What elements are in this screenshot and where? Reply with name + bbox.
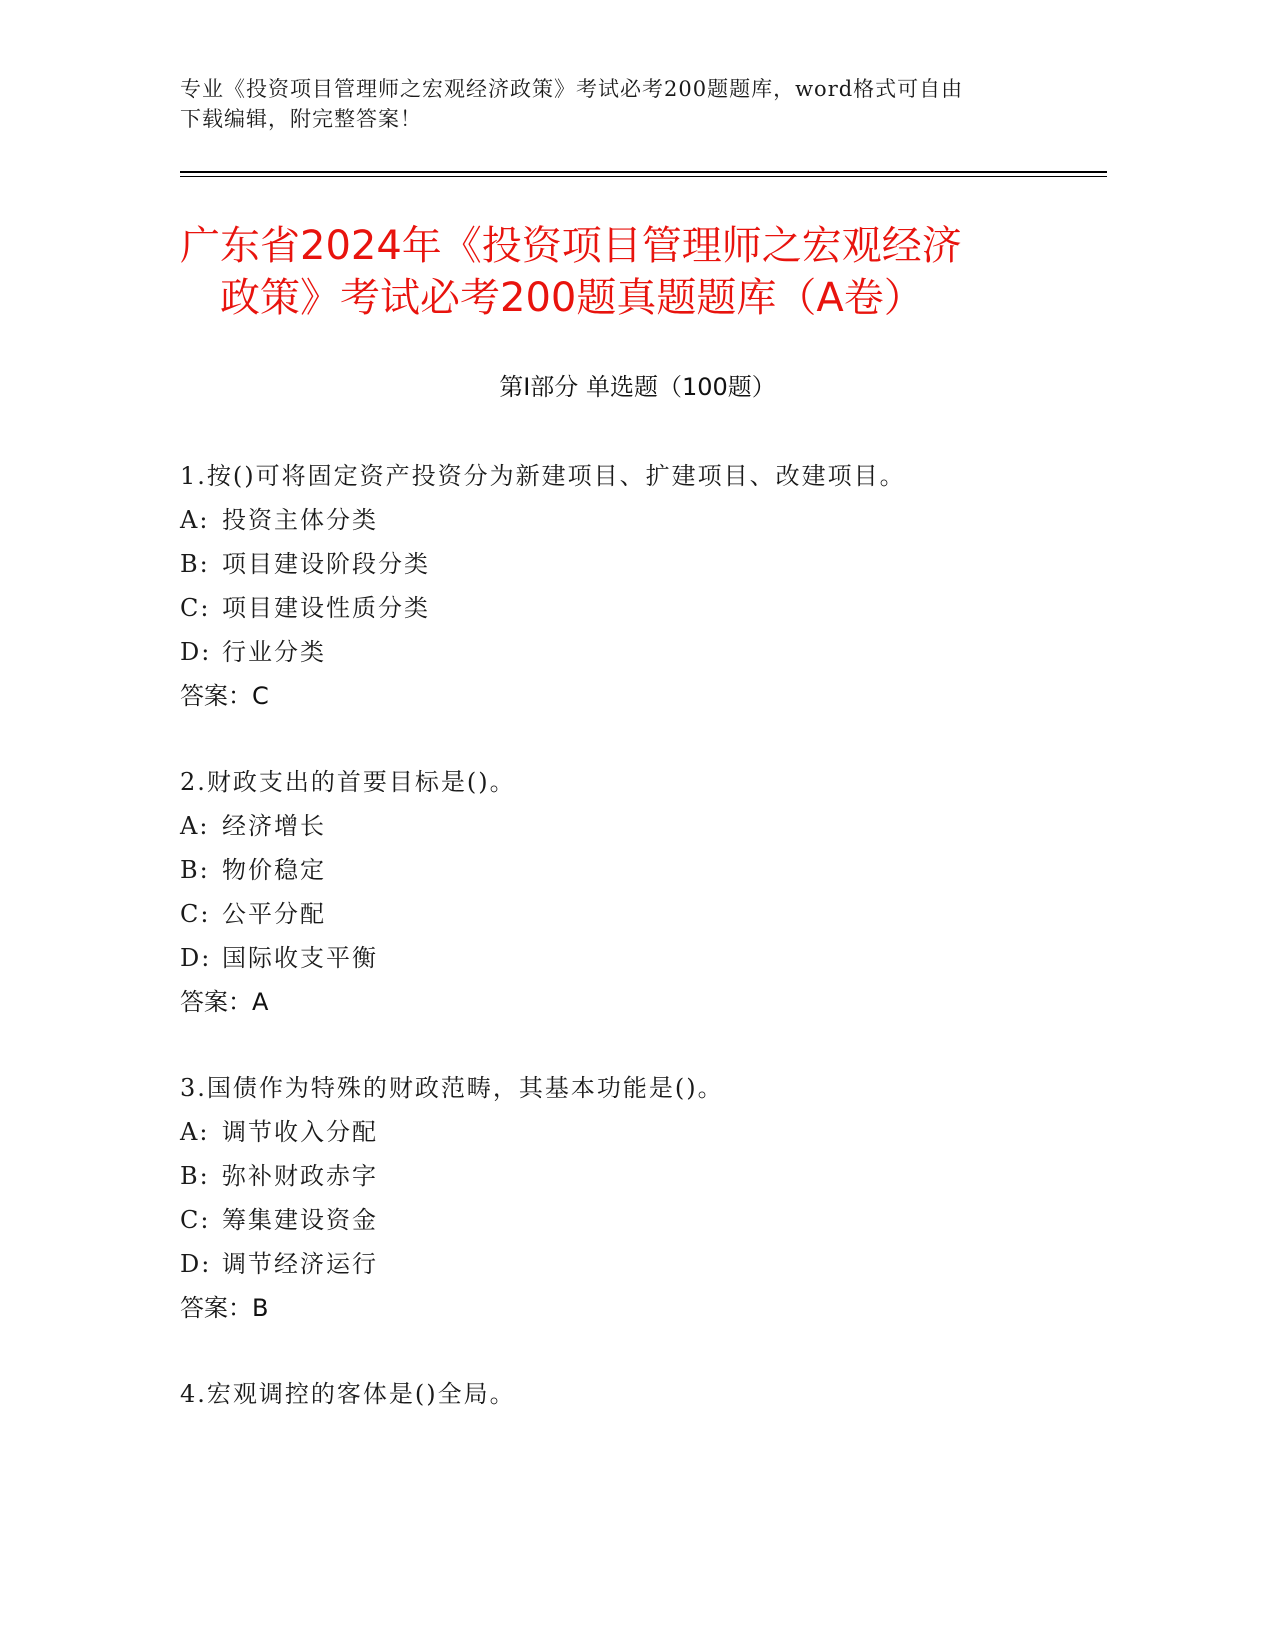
option-key: D:: [180, 638, 212, 666]
answer-line: 答案：B: [180, 1294, 269, 1322]
option-key: B:: [180, 1162, 210, 1190]
header-note-line-1: 专业《投资项目管理师之宏观经济政策》考试必考200题题库，word格式可自由: [180, 77, 964, 101]
question-4: [180, 1372, 1080, 1416]
option-text: 国际收支平衡: [222, 944, 378, 972]
option-key: C:: [180, 1206, 211, 1234]
question-stem: 1.按()可将固定资产投资分为新建项目、扩建项目、改建项目。: [180, 462, 906, 490]
option-b: [180, 848, 1080, 892]
option-text: 公平分配: [222, 900, 326, 928]
header-note-line-2: 下载编辑，附完整答案！: [180, 107, 422, 131]
option-a: [180, 804, 1080, 848]
option-key: D:: [180, 944, 212, 972]
question-3: [180, 1066, 1080, 1330]
option-d: [180, 936, 1080, 980]
answer-line: 答案：A: [180, 988, 269, 1016]
option-text: 物价稳定: [222, 856, 326, 884]
option-key: C:: [180, 594, 211, 622]
header-rule-thin: [180, 176, 1107, 177]
option-text: 投资主体分类: [222, 506, 378, 534]
option-key: C:: [180, 900, 211, 928]
question-stem: 2.财政支出的首要目标是()。: [180, 768, 516, 796]
option-d: [180, 630, 1080, 674]
document-title-line-2: 政策》考试必考200题真题题库（A卷）: [220, 275, 924, 321]
option-key: D:: [180, 1250, 212, 1278]
option-text: 行业分类: [222, 638, 326, 666]
question-stem: 4.宏观调控的客体是()全局。: [180, 1380, 516, 1408]
option-key: A:: [180, 506, 210, 534]
option-key: B:: [180, 856, 210, 884]
option-key: A:: [180, 812, 210, 840]
option-key: B:: [180, 550, 210, 578]
option-c: [180, 1198, 1080, 1242]
option-text: 项目建设性质分类: [222, 594, 430, 622]
option-key: A:: [180, 1118, 210, 1146]
option-text: 调节经济运行: [222, 1250, 378, 1278]
question-list: [180, 454, 1080, 1458]
question-2: [180, 760, 1080, 1024]
document-title: [180, 220, 1080, 324]
header-note: [180, 74, 1060, 134]
option-text: 筹集建设资金: [222, 1206, 378, 1234]
option-text: 项目建设阶段分类: [222, 550, 430, 578]
option-c: [180, 892, 1080, 936]
option-text: 经济增长: [222, 812, 326, 840]
option-c: [180, 586, 1080, 630]
option-a: [180, 1110, 1080, 1154]
option-b: [180, 1154, 1080, 1198]
answer-line: 答案：C: [180, 682, 269, 710]
header-rule-thick: [180, 171, 1107, 173]
question-stem: 3.国债作为特殊的财政范畴，其基本功能是()。: [180, 1074, 724, 1102]
option-text: 调节收入分配: [222, 1118, 378, 1146]
option-d: [180, 1242, 1080, 1286]
option-b: [180, 542, 1080, 586]
section-heading: 第Ⅰ部分 单选题（100题）: [499, 373, 776, 401]
option-a: [180, 498, 1080, 542]
document-title-line-1: 广东省2024年《投资项目管理师之宏观经济: [180, 223, 962, 269]
option-text: 弥补财政赤字: [222, 1162, 378, 1190]
question-1: [180, 454, 1080, 718]
